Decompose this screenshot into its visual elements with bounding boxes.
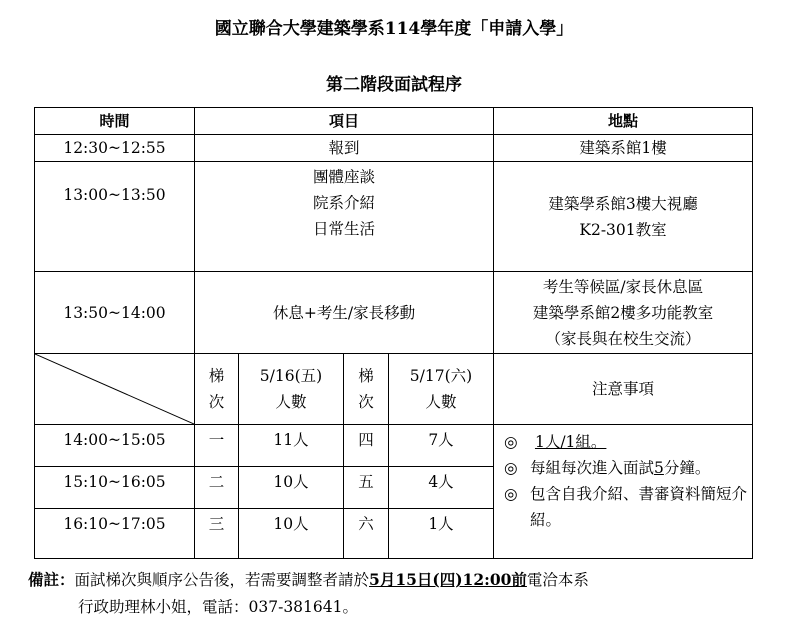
batch-time: 15:10~16:05 [35, 467, 195, 509]
batch-header-bottom: 次 [358, 393, 374, 411]
footer-text: 電洽本系 [526, 571, 589, 589]
date1-header-top: 5/16(五) [259, 367, 323, 385]
table-row [35, 135, 753, 162]
bullet-icon: ◎ [504, 485, 518, 503]
row-places [494, 162, 753, 272]
batch-header-top: 梯 [358, 367, 374, 385]
batch-count: 1人 [389, 509, 494, 559]
batch-number: 六 [344, 509, 389, 559]
note-item [504, 429, 748, 455]
table-row [35, 425, 753, 467]
note-text: 1人/1組。 [534, 433, 607, 451]
sub-header-row [35, 354, 753, 425]
row-item: 休息+考生/家長移動 [195, 272, 494, 354]
notes-header: 注意事項 [494, 354, 753, 425]
footer-label: 備註： [28, 570, 75, 589]
batch-count: 11人 [239, 425, 344, 467]
header-row [35, 108, 753, 135]
table-row [35, 272, 753, 354]
page-title: 國立聯合大學建築學系114學年度「申請入學」 [214, 19, 574, 39]
batch-header-top: 梯 [208, 367, 225, 385]
notes-cell [494, 425, 753, 559]
date1-header-bottom: 人數 [275, 393, 307, 411]
batch-count: 10人 [239, 467, 344, 509]
batch-header [344, 354, 389, 425]
footer-deadline: 5月15日(四)12:00前 [369, 570, 527, 589]
page-subtitle: 第二階段面試程序 [326, 75, 462, 95]
note-text: 分鐘。 [663, 459, 711, 477]
batch-number: 五 [344, 467, 389, 509]
place-line: 建築學系館3樓大視廳 [548, 194, 698, 213]
place-line: K2-301教室 [579, 220, 667, 239]
date2-header [389, 354, 494, 425]
header-item: 項目 [195, 108, 494, 135]
bullet-icon: ◎ [504, 459, 518, 477]
row-place: 建築系館1樓 [494, 135, 753, 162]
batch-time: 14:00~15:05 [35, 425, 195, 467]
note-text: 包含自我介紹、書審資料簡短介紹。 [530, 485, 748, 529]
batch-number: 一 [195, 425, 239, 467]
diagonal-line [35, 354, 194, 424]
diagonal-cell [35, 354, 195, 425]
batch-number: 二 [195, 467, 239, 509]
table-row [35, 162, 753, 272]
bullet-icon: ◎ [504, 433, 518, 451]
note-text: 每組每次進入面試 [530, 459, 655, 477]
batch-header [195, 354, 239, 425]
item-line: 團體座談 [313, 168, 376, 186]
batch-header-bottom: 次 [208, 393, 225, 411]
footer-line-2: 行政助理林小姐，電話：037-381641。 [78, 598, 358, 616]
row-places [494, 272, 753, 354]
row-time: 13:00~13:50 [35, 162, 195, 272]
item-line: 院系介紹 [313, 194, 376, 212]
batch-time: 16:10~17:05 [35, 509, 195, 559]
header-place: 地點 [494, 108, 753, 135]
item-line: 日常生活 [313, 220, 376, 238]
batch-count: 10人 [239, 509, 344, 559]
batch-number: 四 [344, 425, 389, 467]
place-line: （家長與在校生交流） [545, 329, 701, 348]
footer-text: 面試梯次與順序公告後，若需要調整者請於 [74, 571, 370, 589]
footer-line [28, 566, 589, 594]
place-line: 考生等候區/家長休息區 [542, 277, 704, 296]
date1-header [239, 354, 344, 425]
row-time: 12:30~12:55 [35, 135, 195, 162]
row-item: 報到 [195, 135, 494, 162]
batch-number: 三 [195, 509, 239, 559]
note-item [504, 455, 748, 481]
footer-note [28, 566, 589, 621]
header-time: 時間 [35, 108, 195, 135]
date2-header-bottom: 人數 [425, 393, 457, 411]
note-item [504, 481, 748, 533]
place-line: 建築學系館2樓多功能教室 [532, 303, 714, 322]
schedule-table [34, 107, 753, 559]
note-highlight: 5 [654, 459, 664, 477]
row-time: 13:50~14:00 [35, 272, 195, 354]
batch-count: 4人 [389, 467, 494, 509]
row-items [195, 162, 494, 272]
batch-count: 7人 [389, 425, 494, 467]
date2-header-top: 5/17(六) [409, 367, 473, 385]
